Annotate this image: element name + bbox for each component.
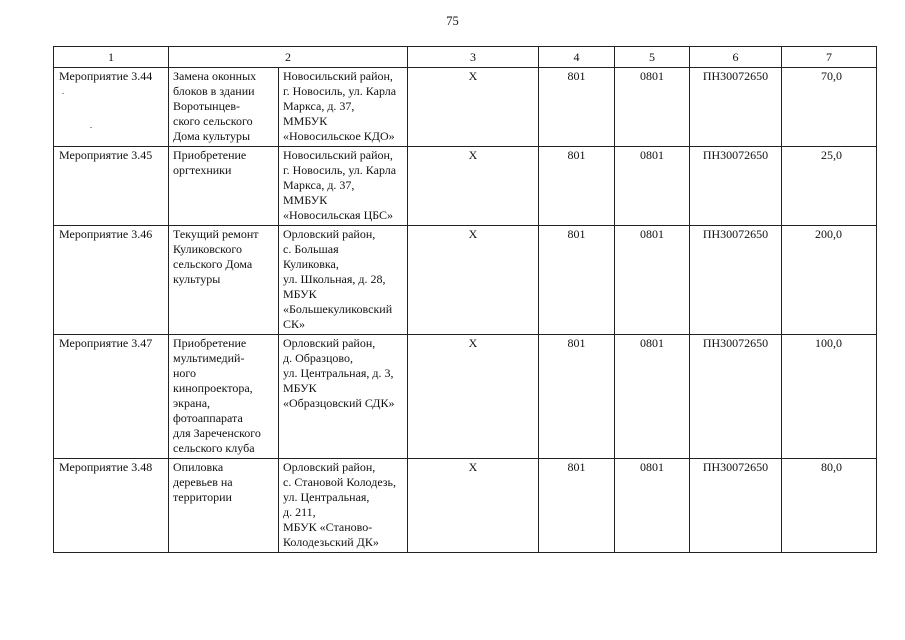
event-location: Орловский район, с. Большая Куликовка, ул. Школьная, д. 28, МБУК «Большекуликовский СК» [279, 226, 408, 335]
cell-col-3: Х [408, 459, 539, 553]
cell-col-4: 801 [539, 335, 615, 459]
event-id: Мероприятие 3.44 [54, 68, 169, 147]
header-col-6: 6 [690, 47, 782, 68]
event-name: Приобретение оргтехники [169, 147, 279, 226]
table-row [54, 68, 877, 147]
cell-col-5: 0801 [615, 335, 690, 459]
cell-col-3: Х [408, 147, 539, 226]
cell-col-4: 801 [539, 68, 615, 147]
event-name: Текущий ремонт Куликовского сельского Дома культуры [169, 226, 279, 335]
cell-col-6: ПН30072650 [690, 335, 782, 459]
cell-col-5: 0801 [615, 147, 690, 226]
cell-col-3: Х [408, 68, 539, 147]
table-row [54, 335, 877, 459]
header-row [54, 47, 877, 68]
cell-col-7: 100,0 [782, 335, 877, 459]
cell-col-6: ПН30072650 [690, 459, 782, 553]
measures-table [53, 46, 877, 553]
cell-col-6: ПН30072650 [690, 68, 782, 147]
table-row [54, 226, 877, 335]
header-col-1: 1 [54, 47, 169, 68]
cell-col-5: 0801 [615, 68, 690, 147]
event-location: Орловский район, д. Образцово, ул. Центральная, д. 3, МБУК «Образцовский СДК» [279, 335, 408, 459]
header-col-7: 7 [782, 47, 877, 68]
header-col-2: 2 [169, 47, 408, 68]
event-id: Мероприятие 3.48 [54, 459, 169, 553]
cell-col-7: 80,0 [782, 459, 877, 553]
cell-col-3: Х [408, 226, 539, 335]
cell-col-6: ПН30072650 [690, 147, 782, 226]
event-location: Новосильский район, г. Новосиль, ул. Карла Маркса, д. 37, ММБУК «Новосильская ЦБС» [279, 147, 408, 226]
event-id: Мероприятие 3.47 [54, 335, 169, 459]
cell-col-7: 70,0 [782, 68, 877, 147]
event-id: Мероприятие 3.45 [54, 147, 169, 226]
header-col-3: 3 [408, 47, 539, 68]
cell-col-7: 25,0 [782, 147, 877, 226]
table-row [54, 147, 877, 226]
header-col-4: 4 [539, 47, 615, 68]
cell-col-6: ПН30072650 [690, 226, 782, 335]
event-name: Опиловка деревьев на территории [169, 459, 279, 553]
event-location: Орловский район, с. Становой Колодезь, ул. Центральная, д. 211, МБУК «Станово- Колодезьский ДК» [279, 459, 408, 553]
table-row [54, 459, 877, 553]
cell-col-5: 0801 [615, 226, 690, 335]
cell-col-4: 801 [539, 459, 615, 553]
cell-col-3: Х [408, 335, 539, 459]
cell-col-4: 801 [539, 226, 615, 335]
event-name: Замена оконных блоков в здании Воротынцев- ского сельского Дома культуры [169, 68, 279, 147]
header-col-5: 5 [615, 47, 690, 68]
event-location: Новосильский район, г. Новосиль, ул. Карла Маркса, д. 37, ММБУК «Новосильское КДО» [279, 68, 408, 147]
cell-col-4: 801 [539, 147, 615, 226]
cell-col-7: 200,0 [782, 226, 877, 335]
cell-col-5: 0801 [615, 459, 690, 553]
event-name: Приобретение мультимедий- ного кинопроектора, экрана, фотоаппарата для Зареченского сельского клуба [169, 335, 279, 459]
event-id: Мероприятие 3.46 [54, 226, 169, 335]
page-number: 75 [446, 14, 459, 28]
